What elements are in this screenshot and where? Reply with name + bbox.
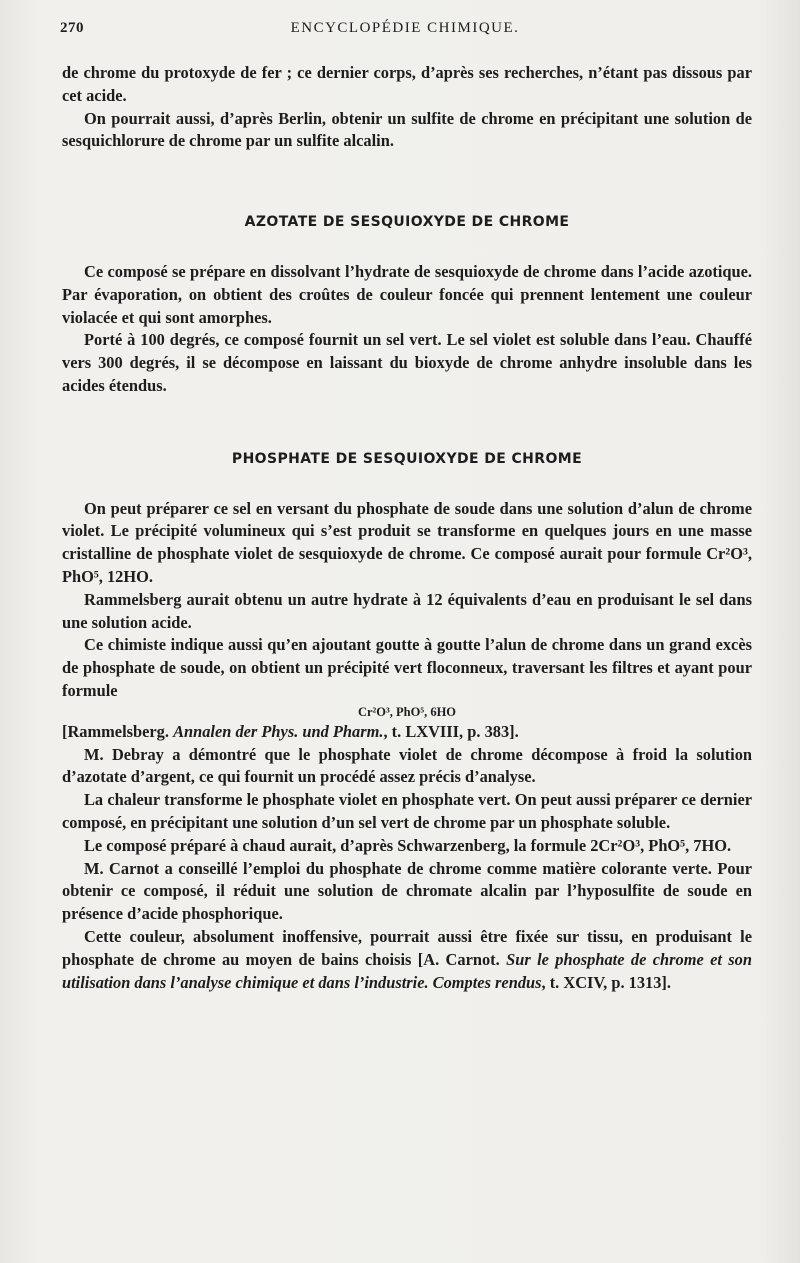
- reference-author: [Rammelsberg.: [62, 721, 174, 741]
- page-number: 270: [60, 20, 84, 36]
- section-title-phosphate: PHOSPHATE DE SESQUIOXYDE DE CHROME: [231, 450, 583, 467]
- phosphate-paragraph-1: On peut préparer ce sel en versant du phosphate de soude dans une solution d’alun de chrome violet. Le précipité volumineux qui s’est produit se transforme en quelques jours en une masse cristalline de phosphate violet de sesquioxyde de chrome. Ce composé aurait pour formule Cr²O³, PhO⁵, 12HO.: [62, 498, 752, 586]
- phosphate-paragraph-7: M. Carnot a conseillé l’emploi du phosphate de chrome comme matière colorante verte. Pour obtenir ce composé, il réduit une solution de chromate alcalin par l’hyposulfite de soude en présence d’acide phosphorique.: [62, 858, 752, 924]
- phosphate-paragraph-8: [62, 926, 752, 994]
- reference-journal: Annalen der Phys. und Pharm.: [173, 721, 384, 741]
- running-title: ENCYCLOPÉDIE CHIMIQUE.: [290, 20, 520, 36]
- phosphate-paragraph-5: La chaleur transforme le phosphate violet en phosphate vert. On peut aussi préparer ce dernier composé, en précipitant une solution d’un sel vert de chrome par un phosphate soluble.: [62, 790, 752, 832]
- page-body: [62, 62, 752, 994]
- section-title-azotate: AZOTATE DE SESQUIOXYDE DE CHROME: [244, 214, 570, 231]
- chemical-formula: Cr²O³, PhO⁵, 6HO: [357, 704, 457, 719]
- intro-paragraph-2: On pourrait aussi, d’après Berlin, obtenir un sulfite de chrome en précipitant une solution de sesquichlorure de chrome par un sulfite alcalin.: [62, 108, 752, 151]
- paragraph-8-text: Cette couleur, absolument inoffensive, pourrait aussi être fixée sur tissu, en produisant le phosphate de chrome au moyen de bains choisis [A. Carnot.: [62, 926, 752, 969]
- azotate-paragraph-1: Ce composé se prépare en dissolvant l’hydrate de sesquioxyde de chrome dans l’acide azotique. Par évaporation, on obtient des croûtes de couleur foncée qui prennent lentement une couleur violacée et qui sont amorphes.: [62, 261, 752, 327]
- reference-carnot-details: , t. XCIV, p. 1313].: [541, 972, 671, 992]
- intro-paragraph-1: de chrome du protoxyde de fer ; ce dernier corps, d’après ses recherches, n’étant pas dissous par cet acide.: [62, 63, 752, 105]
- reference-details: , t. LXVIII, p. 383].: [383, 721, 519, 741]
- reference-rammelsberg: [62, 721, 752, 744]
- page-header: [60, 20, 750, 42]
- reference-carnot-title: Sur le phosphate de chrome et son utilisation dans l’analyse chimique et dans l’industrie. Comptes rendus: [62, 949, 752, 992]
- phosphate-paragraph-2: Rammelsberg aurait obtenu un autre hydrate à 12 équivalents d’eau en produisant le sel dans une solution acide.: [62, 589, 752, 632]
- phosphate-paragraph-3: Ce chimiste indique aussi qu’en ajoutant goutte à goutte l’alun de chrome dans un grand excès de phosphate de soude, on obtient un précipité vert floconneux, traversant les filtres et ayant pour formule: [62, 635, 752, 700]
- azotate-paragraph-2: Porté à 100 degrés, ce composé fournit un sel vert. Le sel violet est soluble dans l’eau. Chauffé vers 300 degrés, il se décompose en laissant du bioxyde de chrome anhydre insoluble dans les acides étendus.: [62, 330, 752, 395]
- phosphate-paragraph-6: Le composé préparé à chaud aurait, d’après Schwarzenberg, la formule 2Cr²O³, PhO⁵, 7HO.: [84, 835, 732, 855]
- phosphate-paragraph-4: M. Debray a démontré que le phosphate violet de chrome décompose à froid la solution d’azotate d’argent, ce qui fournit un procédé assez précis d’analyse.: [62, 744, 752, 787]
